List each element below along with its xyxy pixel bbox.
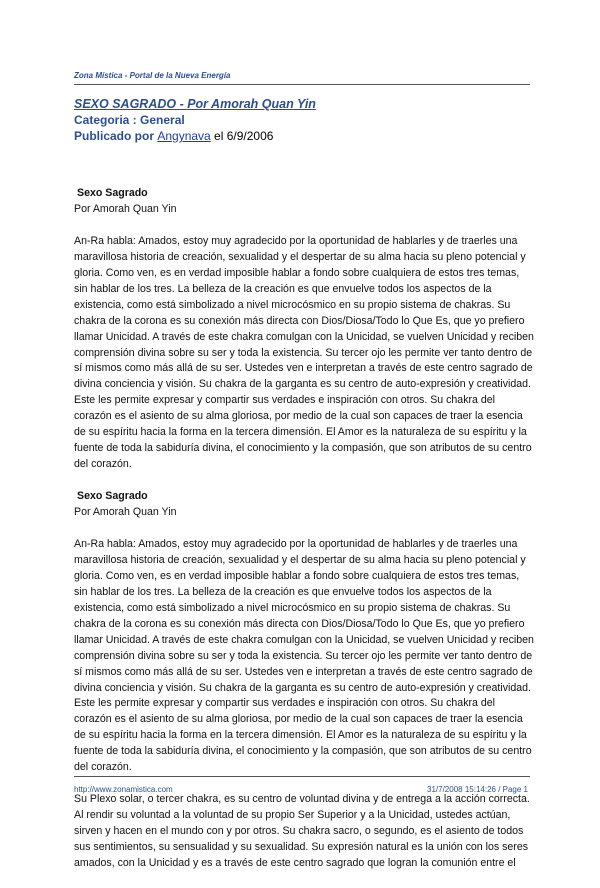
article-published-line xyxy=(74,129,273,144)
published-prefix: Publicado por xyxy=(74,129,158,143)
body-paragraph: An-Ra habla: Amados, estoy muy agradecido por la oportunidad de hablarles y de traerles una maravillosa historia de creación, sexualidad y el despertar de su alma hacia su pleno potencial y gloria. Como ven, es en verdad imposible hablar a fondo sobre cualquiera de estos tres temas, sin hablar de los tres. La belleza de la creación es que envuelve todos los aspectos de la existencia, como está simbolizado a nivel microcósmico en su propio sistema de chakras. Su chakra de la corona es su conexión más directa con Dios/Diosa/Todo lo Que Es, que yo prefiero llamar Unicidad. A través de este chakra comulgan con la Unicidad, se vuelven Unicidad y reciben comprensión divina sobre su ser y toda la existencia. Su tercer ojo les permite ver tanto dentro de sí mismos como más allá de su ser. Ustedes ven e interpretan a través de este centro sagrado de divina conciencia y visión. Su chakra de la garganta es su centro de auto-expresión y creatividad. Este les permite expresar y compartir sus verdades e inspiración con otros. Su chakra del corazón es el asiento de su alma gloriosa, por medio de la cual son capaces de traer la esencia de su espíritu hacia la forma en la tercera dimensión. El Amor es la naturaleza de su espíritu y la fuente de toda la sabiduría divina, el conocimiento y la compasión, que son atributos de su centro del corazón. xyxy=(74,234,534,471)
section-byline: Por Amorah Quan Yin xyxy=(74,506,177,519)
section-heading: Sexo Sagrado xyxy=(77,490,148,503)
footer-divider xyxy=(74,776,530,777)
header-divider xyxy=(74,84,530,85)
section-heading: Sexo Sagrado xyxy=(77,187,148,199)
article-title-link[interactable]: SEXO SAGRADO - Por Amorah Quan Yin xyxy=(74,97,316,111)
article-category: Categoria : General xyxy=(74,113,185,127)
footer-url-link[interactable]: http://www.zonamistica.com xyxy=(74,785,173,794)
author-link[interactable]: Angynava xyxy=(157,129,211,143)
article-body xyxy=(74,186,534,888)
body-paragraph: Su Plexo solar, o tercer chakra, es su centro de voluntad divina y de entrega a la acción correcta. Al rendir su voluntad a la voluntad de su propio Ser Superior y a la Unicidad, ustedes actúan, sirven y hacen en el mundo con y por otros. Su chakra sacro, o segundo, es el asiento de todos sus sentimientos, su sensualidad y su sexualidad. Su expresión natural es la unión con los seres amados, con la Unicidad y es a través de este centro sagrado que logran la comunión entre el xyxy=(74,793,530,869)
footer-date-page: 31/7/2008 15:14:26 / Page 1 xyxy=(427,785,528,794)
body-paragraph: An-Ra habla: Amados, estoy muy agradecido por la oportunidad de hablarles y de traerles una maravillosa historia de creación, sexualidad y el despertar de su alma hacia su pleno potencial y gloria. Como ven, es en verdad imposible hablar a fondo sobre cualquiera de estos tres temas, sin hablar de los tres. La belleza de la creación es que envuelve todos los aspectos de la existencia, como está simbolizado a nivel microcósmico en su propio sistema de chakras. Su chakra de la corona es su conexión más directa con Dios/Diosa/Todo lo Que Es, que yo prefiero llamar Unicidad. A través de este chakra comulgan con la Unicidad, se vuelven Unicidad y reciben comprensión divina sobre su ser y toda la existencia. Su tercer ojo les permite ver tanto dentro de sí mismos como más allá de su ser. Ustedes ven e interpretan a través de este centro sagrado de divina conciencia y visión. Su chakra de la garganta es su centro de auto-expresión y creatividad. Este les permite expresar y compartir sus verdades e inspiración con otros. Su chakra del corazón es el asiento de su alma gloriosa, por medio de la cual son capaces de traer la esencia de su espíritu hacia la forma en la tercera dimensión. El Amor es la naturaleza de su espíritu y la fuente de toda la sabiduría divina, el conocimiento y la compasión, que son atributos de su centro del corazón. xyxy=(74,537,534,774)
site-header: Zona Mística - Portal de la Nueva Energía xyxy=(74,71,231,80)
publish-date: el 6/9/2006 xyxy=(210,129,274,143)
section-byline: Por Amorah Quan Yin xyxy=(74,202,177,215)
